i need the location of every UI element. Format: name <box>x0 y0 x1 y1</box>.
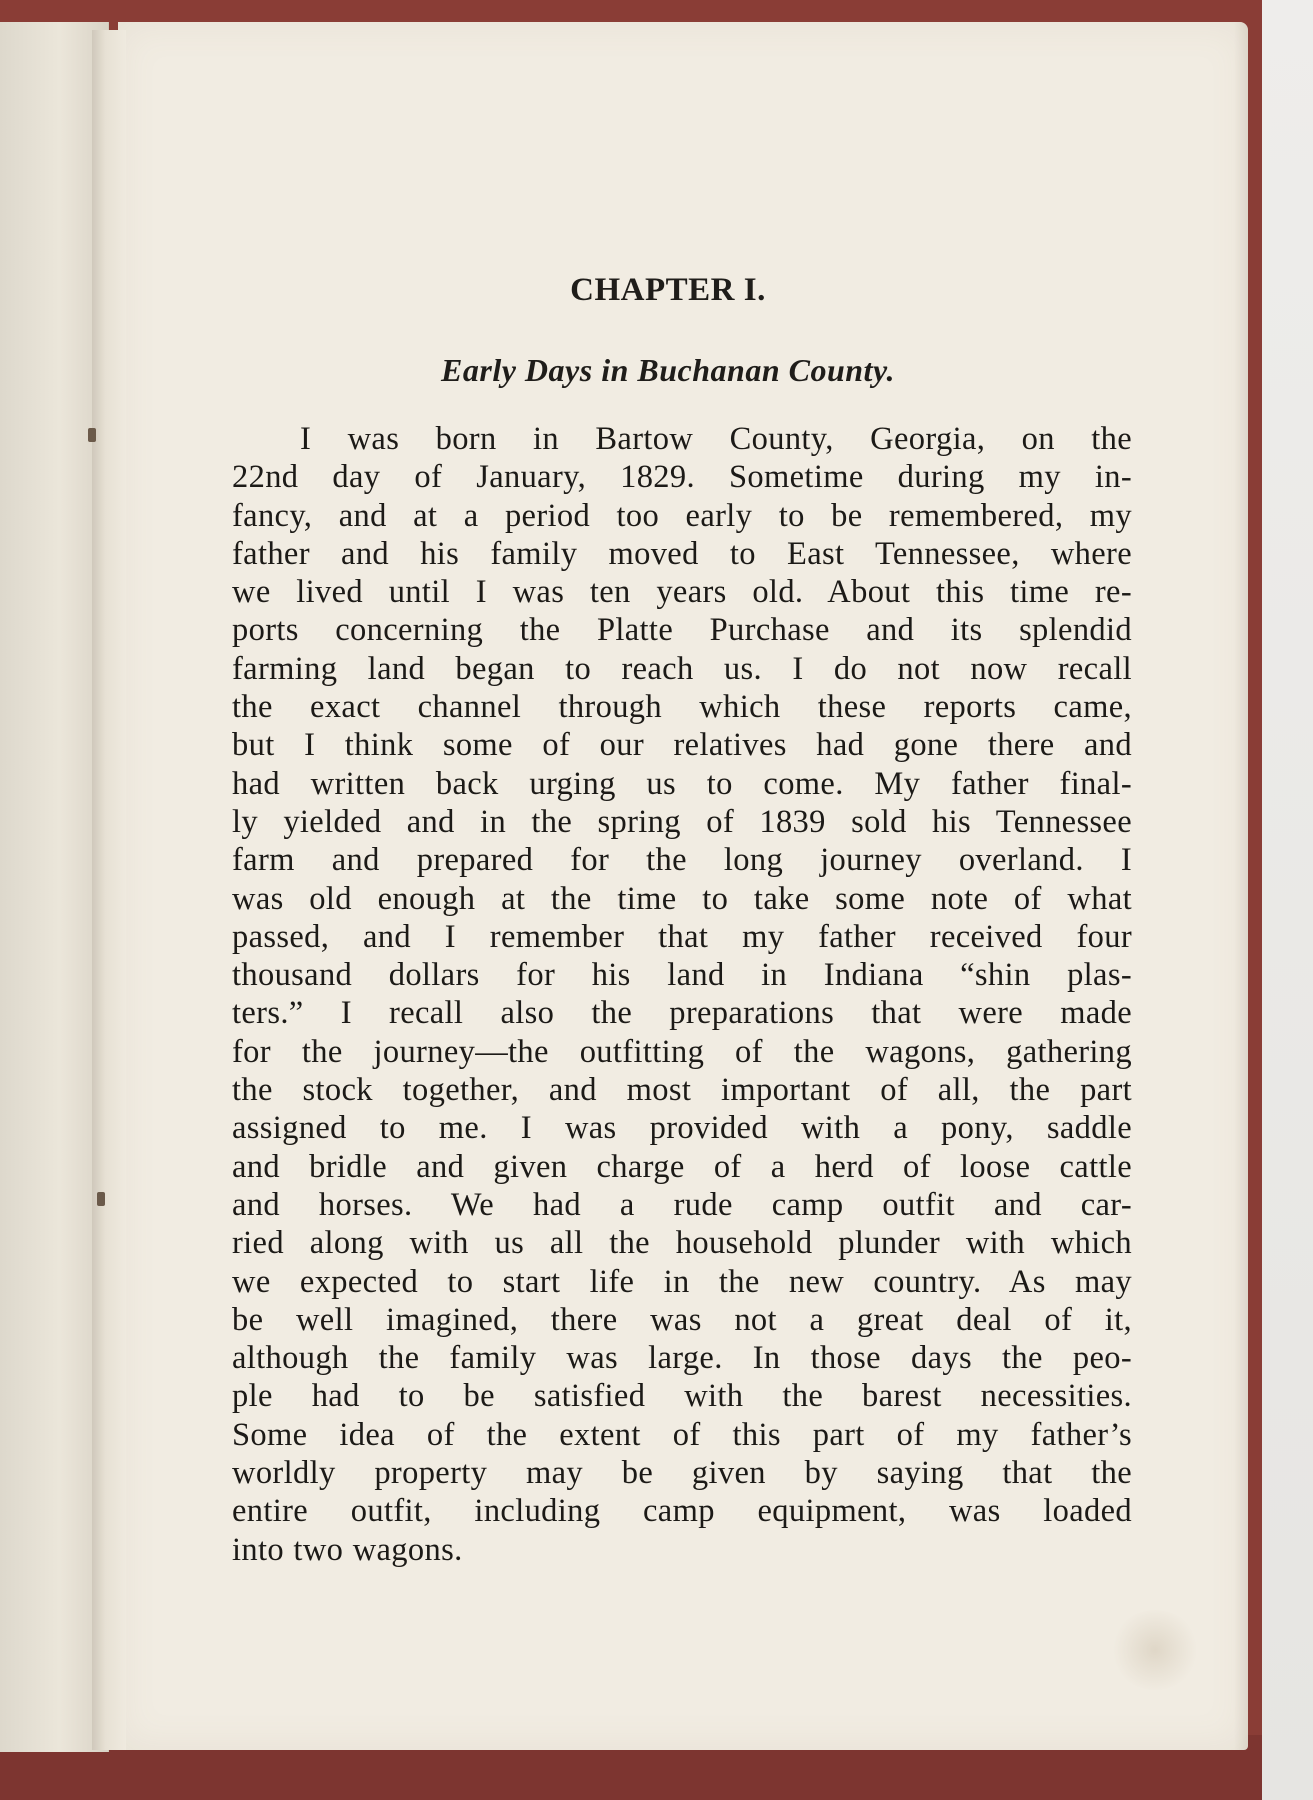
text-line: we lived until I was ten years old. About this time re- <box>232 574 1132 611</box>
text-line: fancy, and at a period too early to be remembered, my <box>232 497 1132 534</box>
text-line: thousand dollars for his land in Indiana “shin plas- <box>232 957 1132 994</box>
text-line: ried along with us all the household plunder with which <box>232 1225 1132 1262</box>
text-line: assigned to me. I was provided with a pony, saddle <box>232 1110 1132 1147</box>
page-edge-shadow <box>1234 22 1248 1750</box>
text-line: for the journey—the outfitting of the wagons, gathering <box>232 1033 1132 1070</box>
text-line: I was born in Bartow County, Georgia, on the <box>300 421 1132 457</box>
text-line: we expected to start life in the new country. As may <box>232 1263 1132 1300</box>
text-line: the exact channel through which these reports came, <box>232 689 1132 726</box>
text-line: 22nd day of January, 1829. Sometime during my in- <box>232 459 1132 496</box>
text-line: farming land began to reach us. I do not now recall <box>232 650 1132 687</box>
text-line: ly yielded and in the spring of 1839 sold his Tennessee <box>232 803 1132 840</box>
chapter-subtitle: Early Days in Buchanan County. <box>441 352 895 388</box>
text-line: had written back urging us to come. My father final- <box>232 765 1132 802</box>
text-line: ters.” I recall also the preparations that were made <box>232 995 1132 1032</box>
text-line: ports concerning the Platte Purchase and its splendid <box>232 612 1132 649</box>
chapter-heading: CHAPTER I. <box>570 272 766 308</box>
page-stain <box>1110 1610 1200 1690</box>
text-line: was old enough at the time to take some note of what <box>232 880 1132 917</box>
binding-thread-mark <box>88 428 96 442</box>
text-line: farm and prepared for the long journey overland. I <box>232 842 1132 879</box>
text-line: the stock together, and most important of all, the part <box>232 1072 1132 1109</box>
text-line: ple had to be satisfied with the barest necessities. <box>232 1378 1132 1415</box>
text-line: father and his family moved to East Tennessee, where <box>232 535 1132 572</box>
text-line: and horses. We had a rude camp outfit and car- <box>232 1186 1132 1223</box>
text-line: but I think some of our relatives had gone there and <box>232 727 1132 764</box>
body-paragraph <box>232 420 1132 1569</box>
text-line: and bridle and given charge of a herd of loose cattle <box>232 1148 1132 1185</box>
text-line: be well imagined, there was not a great deal of it, <box>232 1301 1132 1338</box>
binding-thread-mark <box>97 1192 105 1206</box>
text-line: Some idea of the extent of this part of my father’s <box>232 1416 1132 1453</box>
text-line: entire outfit, including camp equipment, was loaded <box>232 1493 1132 1530</box>
text-line: although the family was large. In those days the peo- <box>232 1340 1132 1377</box>
text-line: into two wagons. <box>232 1531 463 1568</box>
text-line: worldly property may be given by saying that the <box>232 1455 1132 1492</box>
text-line: passed, and I remember that my father received four <box>232 918 1132 955</box>
